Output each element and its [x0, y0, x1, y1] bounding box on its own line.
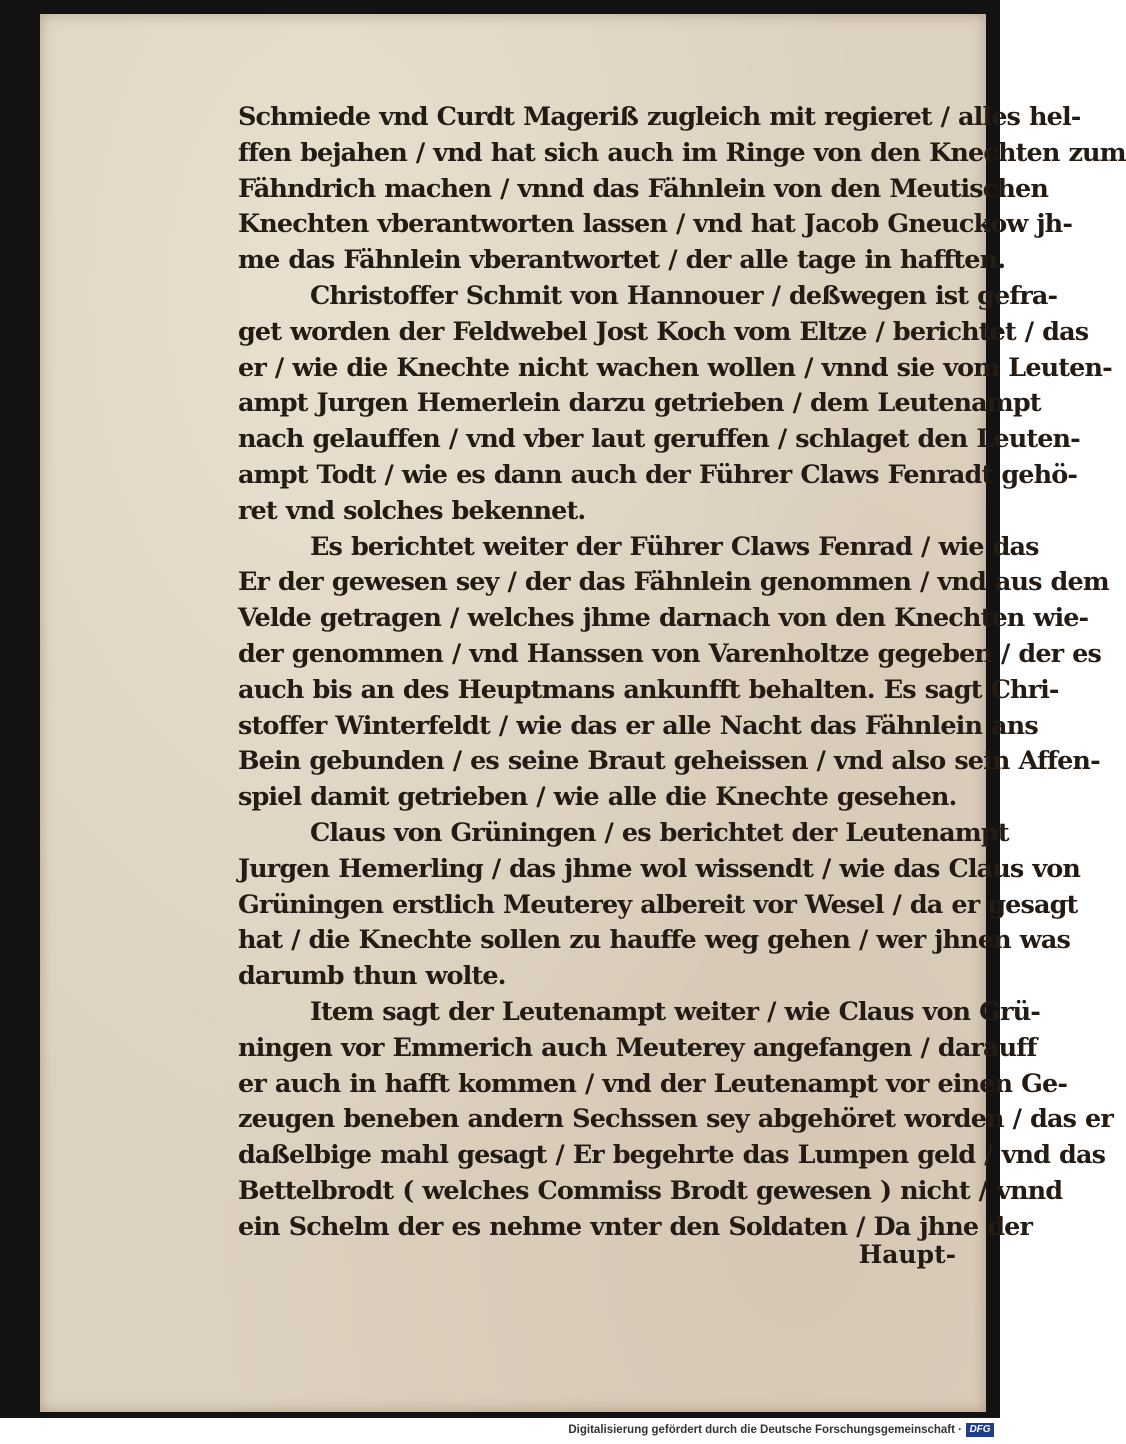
- text-line: Er der gewesen sey / der das Fähnlein genommen / vnd aus dem: [238, 567, 1109, 598]
- text-line: auch bis an des Heuptmans ankunfft behalten. Es sagt Chri-: [238, 674, 1059, 705]
- text-line: Fähndrich machen / vnnd das Fähnlein von den Meutischen: [238, 173, 1048, 204]
- text-line: der genommen / vnd Hanssen von Varenholtze gegeben / der es: [238, 638, 1101, 669]
- text-line: Bettelbrodt ( welches Commiss Brodt gewesen ) nicht / vnnd: [238, 1175, 1063, 1206]
- text-line: er / wie die Knechte nicht wachen wollen / vnnd sie vom Leuten-: [238, 352, 1112, 383]
- footer-bar: [0, 1418, 1000, 1444]
- text-line: spiel damit getrieben / wie alle die Knechte gesehen.: [238, 782, 957, 813]
- text-line: ret vnd solches bekennet.: [238, 495, 586, 526]
- text-line: me das Fähnlein vberantwortet / der alle tage in hafften.: [238, 245, 1006, 276]
- funding-credit: Digitalisierung gefördert durch die Deutsche Forschungsgemeinschaft ·: [568, 1424, 962, 1436]
- document-page: [40, 14, 1126, 1412]
- text-line: get worden der Feldwebel Jost Koch vom Eltze / berichtet / das: [238, 316, 1089, 347]
- text-line: hat / die Knechte sollen zu hauffe weg gehen / wer jhnen was: [238, 925, 1070, 956]
- text-line: ningen vor Emmerich auch Meuterey angefangen / darauff: [238, 1032, 1037, 1063]
- text-line: darumb thun wolte.: [238, 961, 506, 992]
- dfg-logo-icon: DFG: [966, 1423, 994, 1437]
- catchword: Haupt-: [858, 1240, 956, 1269]
- text-line: Item sagt der Leutenampt weiter / wie Claus von Grü-: [310, 996, 1040, 1027]
- text-line: daßelbige mahl gesagt / Er begehrte das Lumpen geld / vnd das: [238, 1140, 1106, 1171]
- text-line: ampt Jurgen Hemerlein darzu getrieben / dem Leutenampt: [238, 388, 1041, 419]
- document-body: [238, 100, 1126, 1246]
- text-line: stoffer Winterfeldt / wie das er alle Nacht das Fähnlein ans: [238, 710, 1038, 741]
- text-line: Grüningen erstlich Meuterey albereit vor Wesel / da er gesagt: [238, 889, 1078, 920]
- text-line: Bein gebunden / es seine Braut geheissen / vnd also sein Affen-: [238, 746, 1100, 777]
- text-line: Knechten vberantworten lassen / vnd hat Jacob Gneuckow jh-: [238, 209, 1073, 240]
- text-line: Claus von Grüningen / es berichtet der Leutenampt: [310, 817, 1009, 848]
- text-line: Schmiede vnd Curdt Mageriß zugleich mit regieret / alles hel-: [238, 102, 1081, 132]
- text-line: ffen bejahen / vnd hat sich auch im Ringe von den Knechten zum: [238, 137, 1126, 168]
- text-line: Es berichtet weiter der Führer Claws Fenrad / wie das: [310, 531, 1039, 562]
- text-line: ampt Todt / wie es dann auch der Führer Claws Fenradt gehö-: [238, 459, 1078, 490]
- text-line: ein Schelm der es nehme vnter den Soldaten / Da jhne der: [238, 1211, 1033, 1242]
- text-line: zeugen beneben andern Sechssen sey abgehöret worden / das er: [238, 1104, 1113, 1135]
- text-line: er auch in hafft kommen / vnd der Leutenampt vor einen Ge-: [238, 1068, 1068, 1099]
- text-line: Christoffer Schmit von Hannouer / deßwegen ist gefra-: [310, 280, 1058, 311]
- text-line: Velde getragen / welches jhme darnach von den Knechten wie-: [238, 603, 1089, 634]
- text-line: Jurgen Hemerling / das jhme wol wissendt / wie das Claus von: [238, 853, 1081, 884]
- text-line: nach gelauffen / vnd vber laut geruffen / schlaget den Leuten-: [238, 424, 1080, 455]
